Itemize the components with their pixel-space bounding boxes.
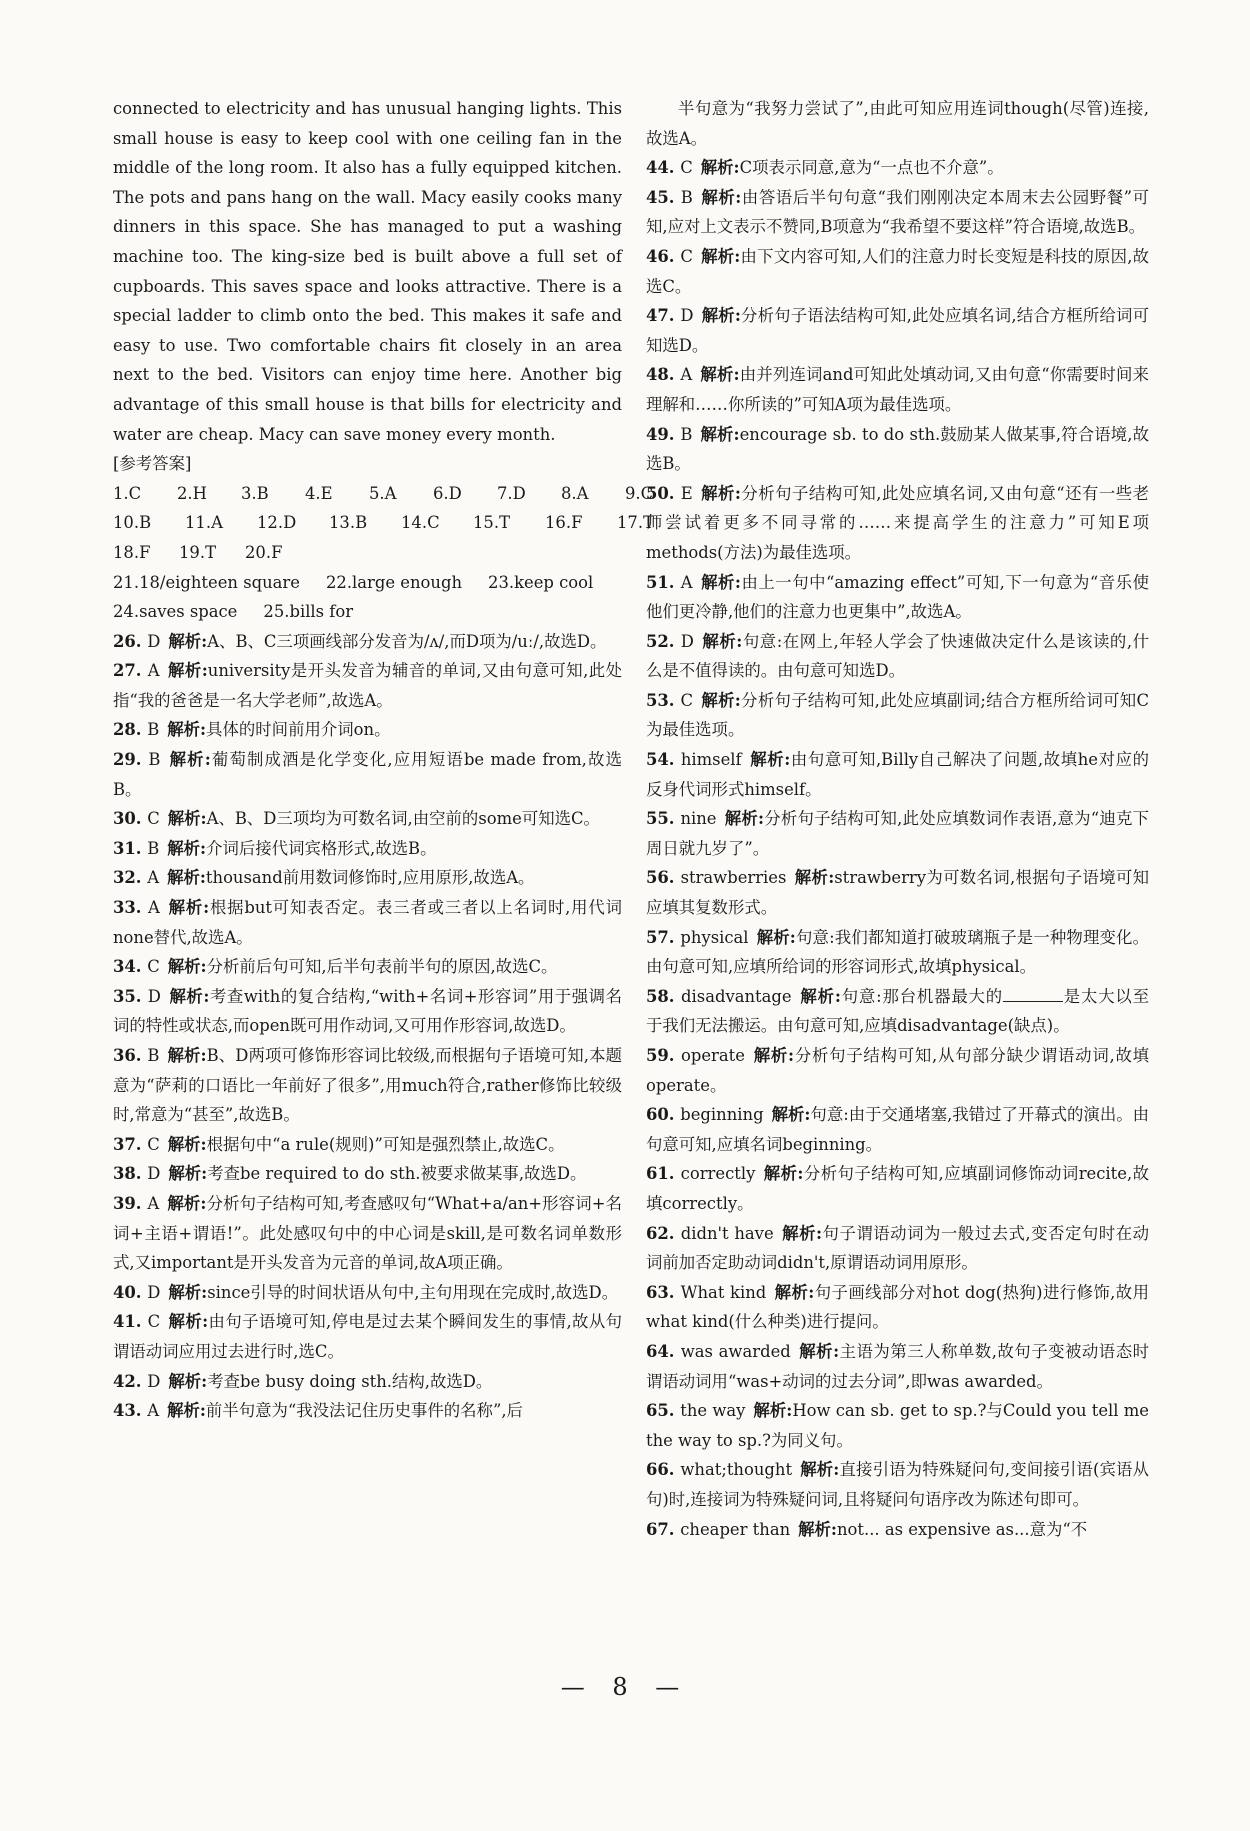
item-text: 句意:在网上,年轻人学会了快速做决定什么是该读的,什么是不值得读的。由句意可知选D。 [646, 631, 1149, 681]
explanation-item [113, 804, 622, 834]
item-number: 35. [113, 986, 142, 1006]
item-text: 由句意可知,Billy自己解决了问题,故填he对应的反身代词形式himself。 [646, 750, 1149, 799]
item-number: 48. [646, 365, 675, 385]
analysis-label: 解析: [794, 868, 835, 888]
item-number: 26. [113, 631, 142, 651]
analysis-label: 解析: [701, 690, 741, 710]
item-number: 43. [113, 1401, 142, 1421]
item-number: 51. [646, 572, 675, 592]
item-number: 47. [646, 306, 675, 326]
item-answer: B [148, 750, 161, 770]
item-answer: disadvantage [681, 986, 792, 1006]
explanation-item [646, 242, 1149, 301]
item-text: 句子画线部分对hot dog(热狗)进行修饰,故用what kind(什么种类)进行提问。 [646, 1282, 1149, 1332]
item-number: 64. [646, 1341, 675, 1361]
explanation-item [113, 656, 622, 715]
item-text: How can sb. get to sp.?与Could you tell me the way to sp.?为同义句。 [646, 1401, 1149, 1450]
explanation-item [646, 1159, 1149, 1218]
explanation-item [113, 1307, 622, 1366]
answer-cell: 3.B [241, 483, 269, 503]
explanation-item [113, 1130, 622, 1160]
item-answer: B [680, 187, 693, 207]
right-column [646, 94, 1149, 1544]
analysis-label: 解析: [756, 927, 796, 947]
answer-cell: 15.T [473, 513, 510, 533]
analysis-label: 解析: [167, 957, 207, 977]
explanation-item [113, 952, 622, 982]
item-text: 直接引语为特殊疑问句,变间接引语(宾语从句)时,连接词为特殊疑问词,且将疑问句语序改为陈述句即可。 [646, 1460, 1149, 1509]
explanation-item [646, 360, 1149, 419]
item-text: 具体的时间前用介词on。 [206, 720, 391, 740]
explanation-item [646, 745, 1149, 804]
item-text: 句意:我们都知道打破玻璃瓶子是一种物理变化。由句意可知,应填所给词的形容词形式,故填physical。 [646, 927, 1149, 977]
item-text: 介词后接代词宾格形式,故选B。 [206, 838, 437, 858]
analysis-label: 解析: [700, 187, 742, 207]
answer-cell: 14.C [401, 513, 440, 533]
answer-cell: 5.A [369, 483, 397, 503]
explanation-item [113, 982, 622, 1041]
item-answer: D [147, 986, 161, 1006]
analysis-label: 解析: [168, 1312, 209, 1332]
answer-cell: 25.bills for [263, 602, 354, 622]
analysis-label: 解析: [800, 1460, 840, 1480]
explanation-item [646, 1515, 1149, 1545]
explanation-item [113, 715, 622, 745]
explanation-item [113, 834, 622, 864]
answer-cell: 18.F [113, 542, 151, 562]
item-number: 55. [646, 809, 675, 829]
item-number: 33. [113, 898, 142, 918]
item-number: 53. [646, 690, 675, 710]
analysis-label: 解析: [168, 750, 211, 770]
item-answer: strawberries [680, 868, 787, 888]
item-text: 分析句子结构可知,应填副词修饰动词recite,故填correctly。 [646, 1164, 1149, 1213]
item-answer: beginning [680, 1105, 764, 1125]
item-answer: cheaper than [680, 1519, 791, 1539]
item-number: 38. [113, 1164, 142, 1184]
explanation-item [646, 420, 1149, 479]
explanation-item [646, 301, 1149, 360]
item-number: 60. [646, 1105, 675, 1125]
item-number: 31. [113, 838, 142, 858]
item-text: strawberry为可数名词,根据句子语境可知应填其复数形式。 [646, 868, 1149, 918]
analysis-label: 解析: [168, 1282, 208, 1302]
item-text: 分析句子结构可知,此处应填副词;结合方框所给词可知C为最佳选项。 [646, 690, 1149, 740]
analysis-label: 解析: [167, 1401, 206, 1421]
answer-cell: 21.18/eighteen square [113, 572, 300, 592]
item-text: C项表示同意,意为“一点也不介意”。 [739, 158, 1004, 178]
item-answer: C [147, 957, 160, 977]
item-number: 58. [646, 986, 675, 1006]
item-text: 由句子语境可知,停电是过去某个瞬间发生的事情,故从句谓语动词应用过去进行时,选C。 [113, 1312, 622, 1361]
explanation-item [646, 1041, 1149, 1100]
item-number: 34. [113, 957, 142, 977]
item-text: 分析句子结构可知,考查感叹句“What+a/an+形容词+名词+主语+谓语!”。此处感叹句中的中心词是skill,是可数名词单数形式,又important是开头发音为元音的单词,故A项正确。 [113, 1193, 622, 1273]
item-text: 由上一句中“amazing effect”可知,下一句意为“音乐使他们更冷静,他们的注意力也更集中”,故选A。 [646, 572, 1149, 622]
item-number: 65. [646, 1401, 675, 1421]
item-number: 27. [113, 661, 142, 681]
item-number: 66. [646, 1460, 675, 1480]
item-answer: E [680, 483, 693, 503]
answer-cell: 6.D [433, 483, 462, 503]
item-answer: what;thought [680, 1460, 793, 1480]
item-answer: C [680, 158, 693, 178]
item-text: 由下文内容可知,人们的注意力时长变短是科技的原因,故选C。 [646, 246, 1149, 296]
answer-cell: 13.B [329, 513, 368, 533]
item-text: 句意:那台机器最大的 [840, 986, 1003, 1006]
explanation-item [113, 893, 622, 952]
analysis-label: 解析: [168, 631, 208, 651]
item-text: 句意:由于交通堵塞,我错过了开幕式的演出。由句意可知,应填名词beginning。 [646, 1105, 1149, 1154]
analysis-label: 解析: [168, 1371, 208, 1391]
analysis-label: 解析: [701, 631, 743, 651]
item-number: 52. [646, 631, 675, 651]
item-number: 42. [113, 1371, 142, 1391]
item-number: 36. [113, 1046, 142, 1065]
answers-heading: [参考答案] [113, 454, 192, 474]
item-text: 葡萄制成酒是化学变化,应用短语be made from,故选B。 [113, 750, 622, 799]
item-answer: B [680, 424, 693, 444]
item-text: A、B、C三项画线部分发音为/ʌ/,而D项为/uː/,故选D。 [207, 631, 607, 651]
item-text: 主语为第三人称单数,故句子变被动语态时谓语动词用“was+动词的过去分词”,即was awarded。 [646, 1341, 1149, 1391]
item-number: 45. [646, 187, 675, 207]
answer-cell: 17.T [617, 513, 654, 533]
analysis-label: 解析: [167, 1046, 207, 1065]
item-text: 考查be busy doing sth.结构,故选D。 [207, 1371, 493, 1391]
item-text: 是太大以至于我们无法搬运。由句意可知,应填disadvantage(缺点)。 [646, 986, 1149, 1036]
item-answer: D [147, 631, 161, 651]
analysis-label: 解析: [753, 1401, 793, 1421]
answer-cell: 16.F [545, 513, 583, 533]
explanation-item [113, 745, 622, 804]
explanation-item [646, 183, 1149, 242]
analysis-label: 解析: [798, 1341, 840, 1361]
explanation-item [113, 1396, 622, 1426]
analysis-label: 解析: [701, 306, 741, 326]
analysis-label: 解析: [771, 1105, 811, 1125]
answer-cell: 24.saves space [113, 602, 238, 622]
analysis-label: 解析: [781, 1223, 823, 1243]
analysis-label: 解析: [167, 1193, 207, 1213]
item-number: 50. [646, 483, 675, 503]
analysis-label: 解析: [763, 1164, 804, 1184]
item-answer: C [147, 1312, 161, 1332]
item-answer: B [147, 838, 160, 858]
item-number: 41. [113, 1312, 142, 1332]
item-answer: D [680, 631, 694, 651]
item-answer: D [147, 1371, 161, 1391]
analysis-label: 解析: [749, 750, 791, 770]
answer-row-5 [113, 597, 622, 627]
item-answer: correctly [680, 1164, 756, 1184]
item-text: B、D两项可修饰形容词比较级,而根据句子语境可知,本题意为“萨莉的口语比一年前好了很多”,用much符合,rather修饰比较级时,常意为“甚至”,故选B。 [113, 1046, 622, 1125]
explanation-item [646, 153, 1149, 183]
analysis-label: 解析: [700, 424, 740, 444]
analysis-label: 解析: [700, 246, 741, 266]
analysis-label: 解析: [167, 898, 210, 918]
item-answer: A [147, 868, 160, 888]
item-text: 分析句子结构可知,此处应填数词作表语,意为“迪克下周日就九岁了”。 [646, 809, 1149, 858]
item-answer: A [680, 572, 693, 592]
item-text: 考查with的复合结构,“with+名词+形容词”用于强调名词的特性或状态,而open既可用作动词,又可用作形容词,故选D。 [113, 986, 622, 1036]
explanation-item [646, 686, 1149, 745]
item-answer: C [147, 1134, 160, 1154]
explanation-item [113, 1189, 622, 1278]
item-answer: didn't have [680, 1223, 774, 1243]
explanation-item [113, 1159, 622, 1189]
item-number: 37. [113, 1134, 142, 1154]
explanation-item [113, 1041, 622, 1130]
passage-text: connected to electricity and has unusual hanging lights. This small house is easy to keep cool with one ceiling fan in the middle of the long room. It also has a fully equipped kitchen. The pots and pans hang on the wall. Macy easily cooks many dinners in this space. She has managed to put a washing machine too. The king-size bed is built above a full set of cupboards. This saves space and looks attractive. There is a special ladder to climb onto the bed. This makes it safe and easy to use. Two comfortable chairs fit closely in an area next to the bed. Visitors can enjoy time here. Another big advantage of this small house is that bills for electricity and water are cheap. Macy can save money every month. [113, 99, 622, 444]
right-explanations [646, 153, 1149, 1544]
item-text: thousand前用数词修饰时,应用原形,故选A。 [205, 868, 535, 888]
explanation-item [646, 804, 1149, 863]
explanation-item [646, 982, 1149, 1041]
answer-row-1 [113, 479, 654, 509]
explanation-item [113, 863, 622, 893]
analysis-label: 解析: [799, 986, 841, 1006]
item-number: 61. [646, 1164, 675, 1184]
explanation-item [646, 627, 1149, 686]
analysis-label: 解析: [700, 483, 741, 503]
item-answer: B [147, 720, 160, 740]
item-number: 46. [646, 246, 675, 266]
explanation-item [646, 1100, 1149, 1159]
explanation-item [646, 568, 1149, 627]
item-text: 分析前后句可知,后半句表前半句的原因,故选C。 [206, 957, 558, 977]
item-number: 29. [113, 750, 142, 770]
item-answer: the way [680, 1401, 746, 1421]
item-text: 分析句子结构可知,从句部分缺少谓语动词,故填operate。 [646, 1046, 1149, 1095]
item-number: 49. [646, 424, 675, 444]
item-text: 根据but可知表否定。表三者或三者以上名词时,用代词none替代,故选A。 [113, 898, 622, 947]
item-text: since引导的时间状语从句中,主句用现在完成时,故选D。 [207, 1282, 619, 1302]
item-text: 根据句中“a rule(规则)”可知是强烈禁止,故选C。 [206, 1134, 565, 1154]
answer-cell: 10.B [113, 513, 152, 533]
item-answer: A [147, 1401, 160, 1421]
item-answer: A [147, 1193, 160, 1213]
analysis-label: 解析: [752, 1046, 795, 1065]
analysis-label: 解析: [798, 1519, 837, 1539]
answer-cell: 2.H [177, 483, 207, 503]
item-answer: operate [680, 1046, 745, 1065]
analysis-label: 解析: [167, 720, 207, 740]
item-number: 63. [646, 1282, 675, 1302]
answer-cell: 20.F [245, 542, 283, 562]
analysis-label: 解析: [724, 809, 765, 829]
analysis-label: 解析: [700, 158, 740, 178]
analysis-label: 解析: [774, 1282, 815, 1302]
item-answer: B [147, 1046, 160, 1065]
item-number: 54. [646, 750, 675, 770]
item-number: 30. [113, 809, 142, 829]
analysis-label: 解析: [167, 809, 207, 829]
explanation-item [646, 1219, 1149, 1278]
analysis-label: 解析: [167, 868, 206, 888]
item-number: 59. [646, 1046, 675, 1065]
page-number: — 8 — [560, 1673, 690, 1701]
explanation-item [646, 1278, 1149, 1337]
explanation-item [646, 1455, 1149, 1514]
answer-cell: 8.A [561, 483, 589, 503]
answer-cell: 4.E [305, 483, 333, 503]
left-explanations [113, 627, 622, 1426]
analysis-label: 解析: [168, 986, 210, 1006]
item-answer: D [147, 1282, 161, 1302]
item-text: A、B、D三项均为可数名词,由空前的some可知选C。 [206, 809, 600, 829]
item-text: 考查be required to do sth.被要求做某事,故选D。 [207, 1164, 587, 1184]
explanation-item [646, 1396, 1149, 1455]
answer-cell: 11.A [185, 513, 223, 533]
item-answer: A [680, 365, 693, 385]
answer-cell: 23.keep cool [488, 572, 594, 592]
item-number: 67. [646, 1519, 675, 1539]
analysis-label: 解析: [700, 572, 741, 592]
item-answer: What kind [680, 1282, 767, 1302]
item-text: university是开头发音为辅音的单词,又由句意可知,此处指“我的爸爸是一名大学老师”,故选A。 [113, 661, 622, 710]
item-answer: physical [680, 927, 749, 947]
answer-cell: 7.D [497, 483, 526, 503]
item-answer: D [147, 1164, 161, 1184]
blank-line [1003, 985, 1063, 1002]
item-text: 分析句子语法结构可知,此处应填名词,结合方框所给词可知选D。 [646, 306, 1149, 355]
answer-cell: 1.C [113, 483, 142, 503]
item-answer: was awarded [680, 1341, 791, 1361]
item-answer: C [680, 690, 694, 710]
item-answer: C [147, 809, 160, 829]
explanation-item [646, 923, 1149, 982]
analysis-label: 解析: [700, 365, 740, 385]
item-number: 62. [646, 1223, 675, 1243]
item-text: 分析句子结构可知,此处应填名词,又由句意“还有一些老师尝试着更多不同寻常的……来提高学生的注意力”可知E项methods(方法)为最佳选项。 [646, 483, 1149, 562]
item-answer: A [148, 898, 160, 918]
answer-row-2 [113, 508, 654, 538]
item-answer: A [147, 661, 160, 681]
answer-row-3 [113, 538, 622, 568]
explanation-item [646, 863, 1149, 922]
item-text: 前半句意为“我没法记住历史事件的名称”,后 [205, 1401, 523, 1421]
item-number: 28. [113, 720, 142, 740]
explanation-item [113, 1367, 622, 1397]
item-text: encourage sb. to do sth.鼓励某人做某事,符合语境,故选B。 [646, 424, 1149, 474]
answer-cell: 9.C [625, 483, 654, 503]
item-number: 56. [646, 868, 675, 888]
item-number: 40. [113, 1282, 142, 1302]
continued-explanation: 半句意为“我努力尝试了”,由此可知应用连词though(尽管)连接,故选A。 [646, 99, 1149, 148]
answer-cell: 22.large enough [325, 572, 463, 592]
analysis-label: 解析: [167, 661, 208, 681]
item-text: 句子谓语动词为一般过去式,变否定句时在动词前加否定助动词didn't,原谓语动词用原形。 [646, 1223, 1149, 1273]
item-number: 57. [646, 927, 675, 947]
left-column [113, 94, 654, 1426]
explanation-item [113, 1278, 622, 1308]
item-number: 44. [646, 158, 675, 178]
explanation-item [646, 479, 1149, 568]
analysis-label: 解析: [168, 1164, 208, 1184]
item-text: 由答语后半句句意“我们刚刚决定本周末去公园野餐”可知,应对上文表示不赞同,B项意为“我希望不要这样”符合语境,故选B。 [646, 187, 1149, 237]
explanation-item [646, 1337, 1149, 1396]
item-answer: D [680, 306, 694, 326]
answer-cell: 12.D [257, 513, 297, 533]
item-answer: himself [680, 750, 742, 770]
item-answer: C [680, 246, 693, 266]
explanation-item [113, 627, 622, 657]
item-number: 32. [113, 868, 142, 888]
item-number: 39. [113, 1193, 142, 1213]
analysis-label: 解析: [167, 838, 207, 858]
answer-row-4 [113, 568, 622, 598]
item-answer: nine [680, 809, 717, 829]
item-text: not... as expensive as...意为“不 [837, 1519, 1088, 1539]
analysis-label: 解析: [167, 1134, 207, 1154]
answer-cell: 19.T [179, 542, 216, 562]
item-text: 由并列连词and可知此处填动词,又由句意“你需要时间来理解和……你所读的”可知A项为最佳选项。 [646, 365, 1149, 414]
